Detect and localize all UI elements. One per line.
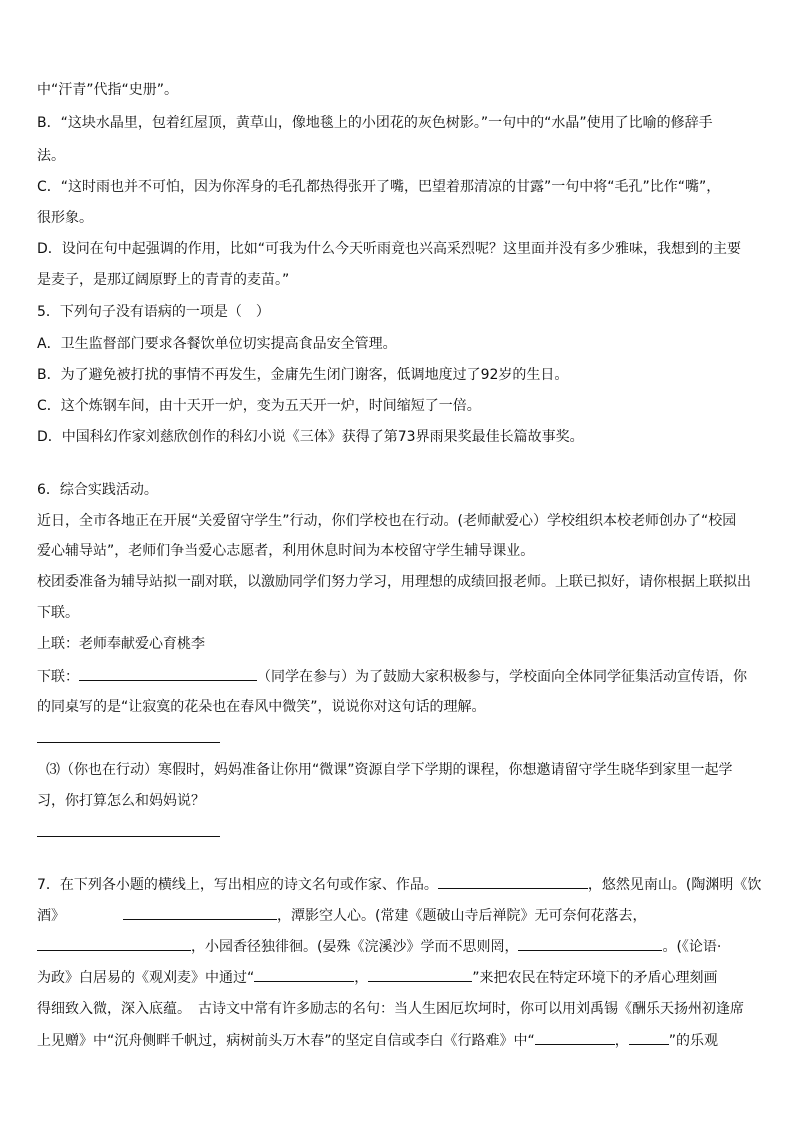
question-5-stem: 5．下列句子没有语病的一项是（ ） (37, 304, 270, 320)
text-segment: ， (354, 970, 369, 986)
question-7-stem: 7．在下列各小题的横线上，写出相应的诗文名句或作家、作品。 (37, 877, 438, 893)
answer-blank[interactable] (368, 967, 472, 982)
text-line: 近日，全市各地正在开展“关爱留守学生”行动，你们学校也在行动。(老师献爱心）学校组织本校老师创办了“校园 (37, 513, 737, 529)
text-line (37, 936, 721, 957)
text-segment: ，悠然见南山。(陶渊明《饮 (587, 877, 762, 893)
q5-option-d: D．中国科幻作家刘慈欣创作的科幻小说《三体》获得了第73界雨果奖最佳长篇故事奖。 (37, 429, 584, 445)
text-line: 爱心辅导站”，老师们争当爱心志愿者，利用休息时间为本校留守学生辅导课业。 (37, 543, 535, 559)
text-line (37, 1030, 718, 1051)
answer-blank[interactable] (79, 666, 257, 681)
answer-blank[interactable] (37, 936, 191, 951)
answer-blank[interactable] (254, 967, 354, 982)
text-segment: ”来把农民在特定环境下的矛盾心理刻画 (472, 970, 718, 986)
text-segment: ， (614, 1033, 629, 1049)
subquestion-3: ⑶（你也在行动）寒假时，妈妈准备让你用“微课”资源自学下学期的课程，你想邀请留守学生晓华到家里一起学 (46, 762, 733, 778)
text-segment: ，潭影空人心。(常建《题破山寺后禅院》无可奈何花落去， (277, 908, 647, 924)
answer-line[interactable] (37, 742, 220, 743)
text-line: 的同桌写的是“让寂寞的花朵也在春风中微笑”，说说你对这句话的理解。 (37, 699, 486, 715)
text-segment: ”的乐观 (668, 1033, 719, 1049)
text-line: 很形象。 (37, 210, 93, 226)
text-line: 校团委准备为辅导站拟一副对联，以激励同学们努力学习，用理想的成绩回报老师。上联已拟好，请你根据上联拟出 (37, 574, 751, 590)
text-line: 法。 (37, 148, 65, 164)
q5-option-a: A．卫生监督部门要求各餐饮单位切实提高食品安全管理。 (37, 336, 397, 352)
q5-option-c: C．这个炼钢车间，由十天开一炉，变为五天开一炉，时间缩短了一倍。 (37, 398, 481, 414)
question-6-stem: 6．综合实践活动。 (37, 482, 158, 498)
text-segment: 上见赠》中“沉舟侧畔千帆过，病树前头万木春”的坚定自信或李白《行路难》中“ (37, 1033, 535, 1049)
text-line: 下联。 (37, 605, 79, 621)
text-line: 中“汗青”代指“史册”。 (37, 82, 179, 98)
text-segment: 。(《论语· (662, 939, 722, 955)
answer-line[interactable] (37, 836, 220, 837)
text-line (37, 967, 718, 988)
q5-option-b: B．为了避免被打扰的事情不再发生，金庸先生闭门谢客，低调地度过了92岁的生日。 (37, 367, 569, 383)
question-7-line (37, 874, 761, 895)
text-line: 习，你打算怎么和妈妈说？ (37, 793, 205, 809)
option-d-line: D．设问在句中起强调的作用，比如“可我为什么今天听雨竟也兴高采烈呢？这里面并没有多少雅味，我想到的主要 (37, 241, 742, 257)
answer-blank[interactable] (535, 1030, 615, 1045)
text-line (37, 905, 646, 926)
option-b-line: B．“这块水晶里，包着红屋顶，黄草山，像地毯上的小团花的灰色树影。”一句中的“水晶”使用了比喻的修辞手 (37, 115, 713, 131)
text-segment: ，小园香径独徘徊。(晏殊《浣溪沙》学而不思则罔， (191, 939, 519, 955)
text-line: 是麦子，是那辽阔原野上的青青的麦苗。” (37, 272, 290, 288)
text-segment: 为政》白居易的《观刈麦》中通过“ (37, 970, 255, 986)
answer-blank[interactable] (629, 1030, 669, 1045)
text-line: 得细致入微，深入底蕴。 古诗文中常有许多励志的名句：当人生困厄坎坷时，你可以用刘禹锡《酬乐天扬州初逢席 (37, 1001, 744, 1017)
text-segment: （同学在参与）为了鼓励大家积极参与，学校面向全体同学征集活动宣传语，你 (257, 669, 747, 685)
answer-blank[interactable] (123, 905, 277, 920)
upper-couplet: 上联：老师奉献爱心育桃李 (37, 636, 205, 652)
option-c-line: C．“这时雨也并不可怕，因为你浑身的毛孔都热得张开了嘴，巴望着那清凉的甘露”一句中将“毛孔”比作“嘴”， (37, 179, 721, 195)
text-segment: 酒》 (37, 908, 65, 924)
answer-blank[interactable] (438, 874, 588, 889)
lower-couplet-label: 下联： (37, 669, 79, 685)
answer-blank[interactable] (518, 936, 662, 951)
lower-couplet-line (37, 666, 747, 687)
